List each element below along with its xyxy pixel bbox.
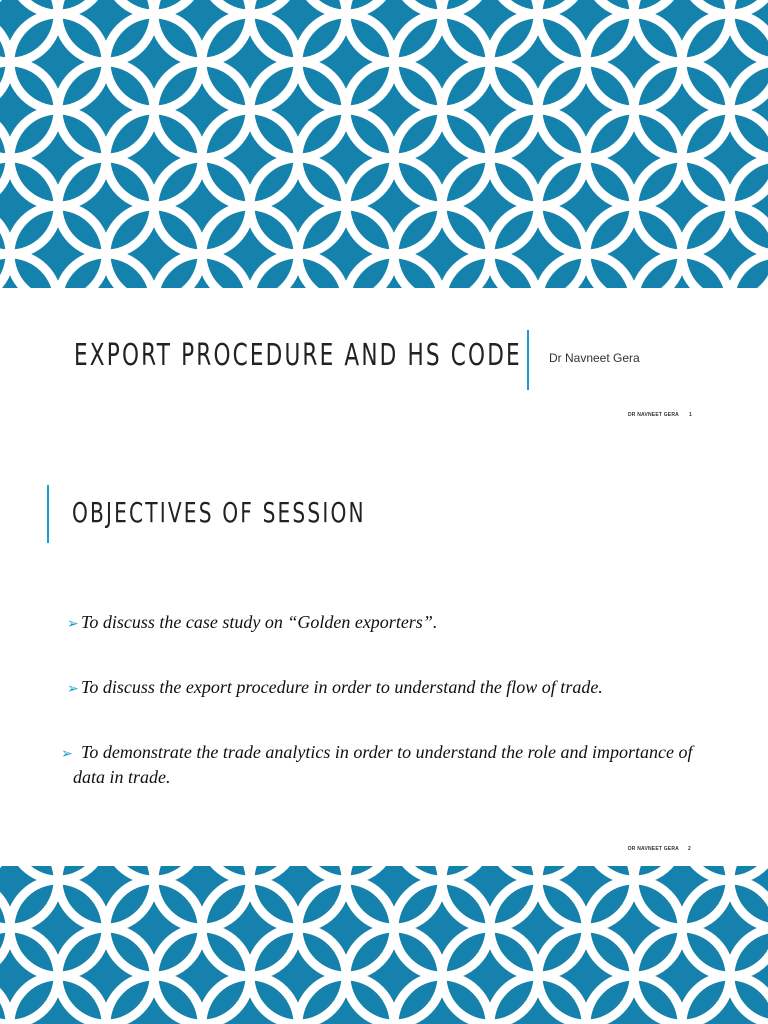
title-divider (527, 330, 529, 390)
slide1-author: Dr Navneet Gera (549, 351, 640, 365)
bullet-item: ➢ To discuss the export procedure in order to understand the flow of trade. (67, 676, 707, 701)
decorative-pattern-top (0, 0, 768, 288)
slide2-number: 2 (688, 846, 691, 852)
objectives-accent-line (47, 485, 49, 543)
arrow-bullet-icon: ➢ (67, 682, 79, 697)
slide2-title: OBJECTIVES OF SESSION (72, 496, 366, 529)
decorative-pattern-bottom (0, 866, 768, 1024)
slide2-footer: DR NAVNEET GERA (628, 846, 679, 852)
bullet-item: ➢ To demonstrate the trade analytics in order to understand the role and importance of data in trade. (61, 742, 693, 787)
arrow-bullet-icon: ➢ (67, 617, 79, 632)
bullet-item: ➢ To discuss the case study on “Golden exporters”. (67, 611, 707, 636)
slide1-footer: DR NAVNEET GERA (628, 412, 679, 418)
slide1-title: EXPORT PROCEDURE AND HS CODE (74, 338, 522, 373)
slide1-number: 1 (689, 412, 692, 418)
arrow-bullet-icon: ➢ (61, 747, 73, 762)
